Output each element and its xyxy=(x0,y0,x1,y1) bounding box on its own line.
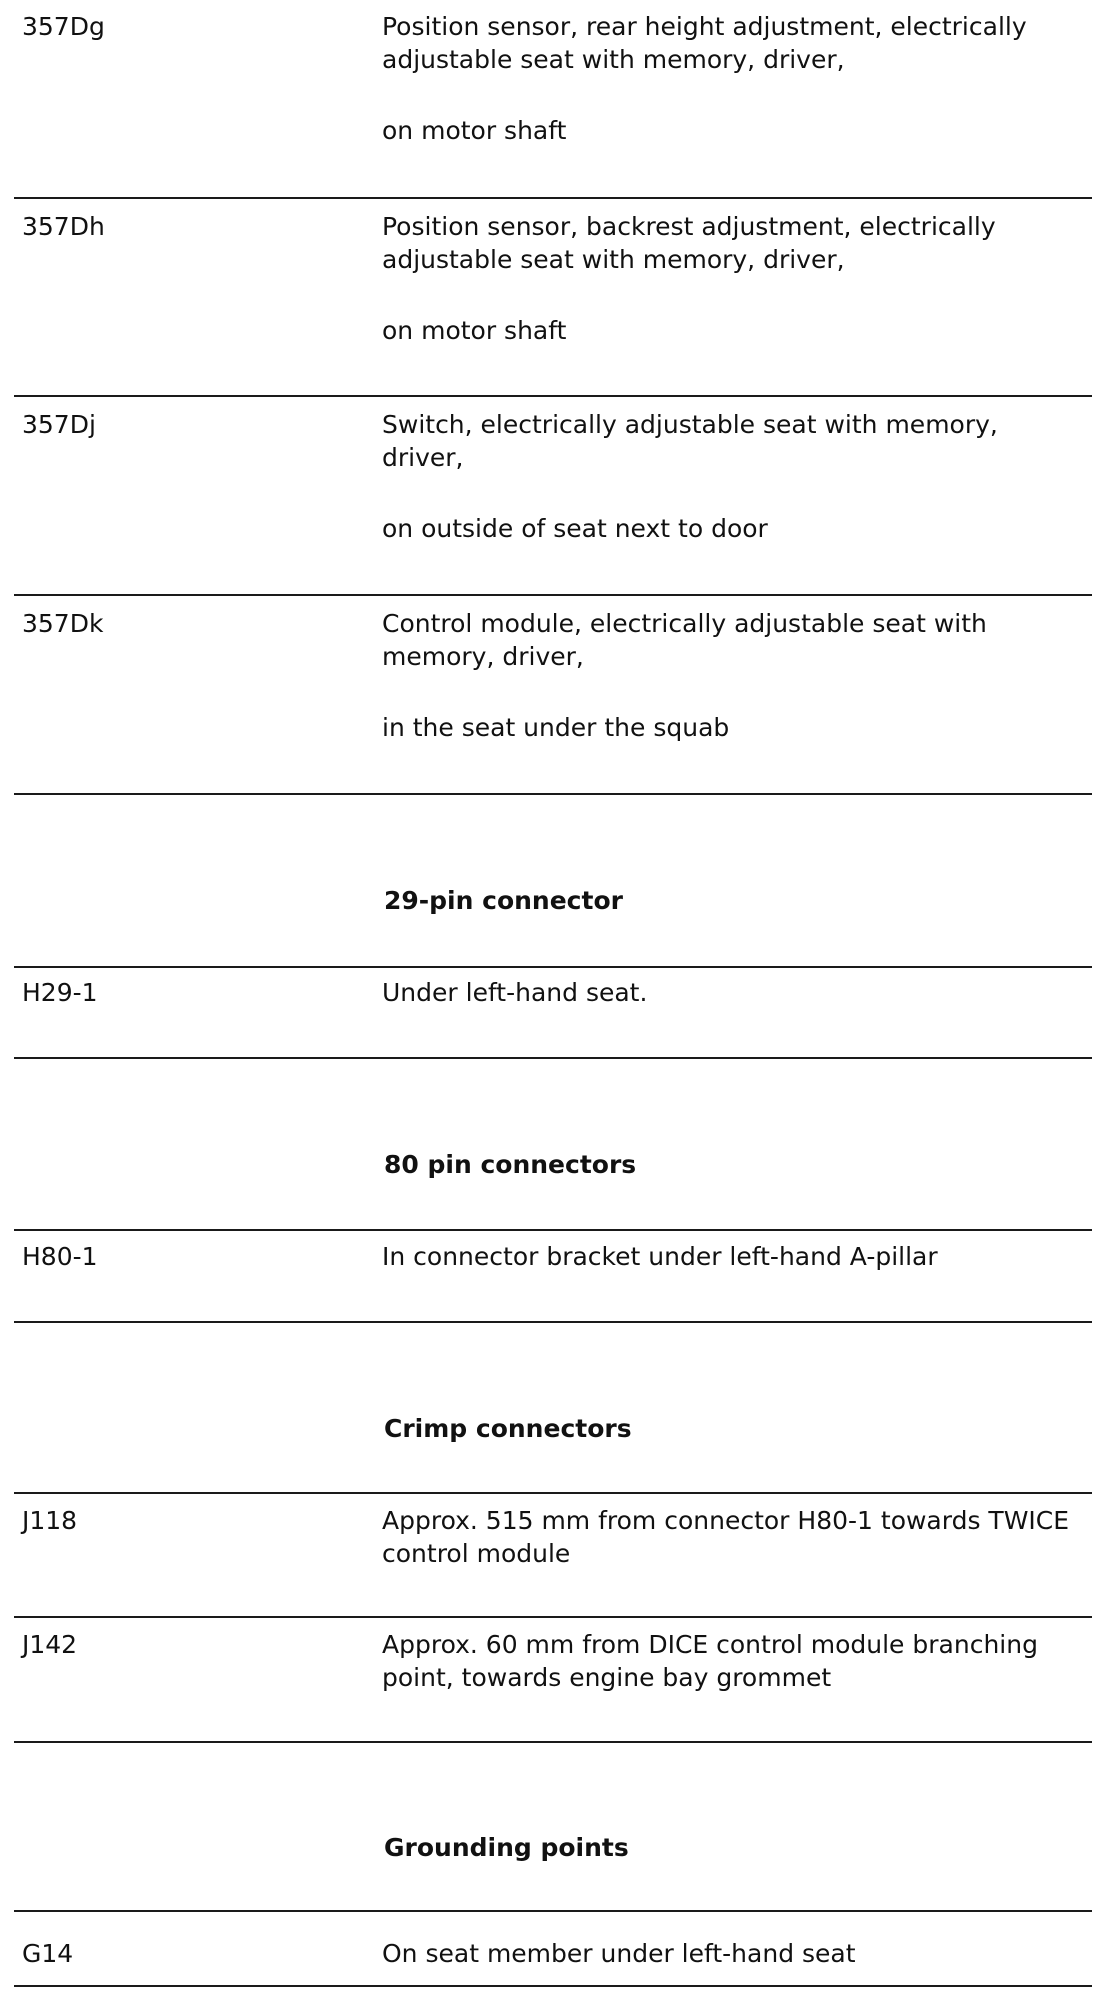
row-divider xyxy=(14,1229,1092,1231)
component-location: in the seat under the squab xyxy=(382,713,730,742)
component-code: J118 xyxy=(22,1506,78,1535)
component-code: 357Dj xyxy=(22,410,96,439)
component-description: Switch, electrically adjustable seat with memory, driver, xyxy=(382,410,998,472)
component-code: 357Dh xyxy=(22,212,105,241)
component-description: Under left-hand seat. xyxy=(382,978,648,1007)
row-divider xyxy=(14,197,1092,199)
component-location: on outside of seat next to door xyxy=(382,514,768,543)
component-code: J142 xyxy=(22,1630,78,1659)
component-description: Approx. 515 mm from connector H80-1 towards TWICE control module xyxy=(382,1506,1070,1568)
component-description: Control module, electrically adjustable seat with memory, driver, xyxy=(382,609,987,671)
row-divider xyxy=(14,1910,1092,1912)
row-divider xyxy=(14,966,1092,968)
component-code: H80-1 xyxy=(22,1242,98,1271)
section-heading-grounding-points: Grounding points xyxy=(384,1833,629,1862)
section-heading-80-pin-connectors: 80 pin connectors xyxy=(384,1150,637,1179)
row-divider xyxy=(14,395,1092,397)
component-location: on motor shaft xyxy=(382,316,567,345)
row-divider xyxy=(14,1492,1092,1494)
component-code: G14 xyxy=(22,1939,74,1968)
section-heading-29-pin-connector: 29-pin connector xyxy=(384,886,623,915)
component-code: H29-1 xyxy=(22,978,98,1007)
row-divider xyxy=(14,1321,1092,1323)
row-divider xyxy=(14,1985,1092,1987)
row-divider xyxy=(14,793,1092,795)
component-code: 357Dg xyxy=(22,12,105,41)
component-description: Position sensor, backrest adjustment, electrically adjustable seat with memory, driver, xyxy=(382,212,996,274)
row-divider xyxy=(14,1616,1092,1618)
component-code: 357Dk xyxy=(22,609,104,638)
component-location: on motor shaft xyxy=(382,116,567,145)
row-divider xyxy=(14,594,1092,596)
component-description: Approx. 60 mm from DICE control module branching point, towards engine bay grommet xyxy=(382,1630,1038,1692)
section-heading-crimp-connectors: Crimp connectors xyxy=(384,1414,632,1443)
component-description: Position sensor, rear height adjustment, electrically adjustable seat with memory, driver, xyxy=(382,12,1027,74)
row-divider xyxy=(14,1057,1092,1059)
row-divider xyxy=(14,1741,1092,1743)
component-description: In connector bracket under left-hand A-pillar xyxy=(382,1242,938,1271)
component-description: On seat member under left-hand seat xyxy=(382,1939,856,1968)
